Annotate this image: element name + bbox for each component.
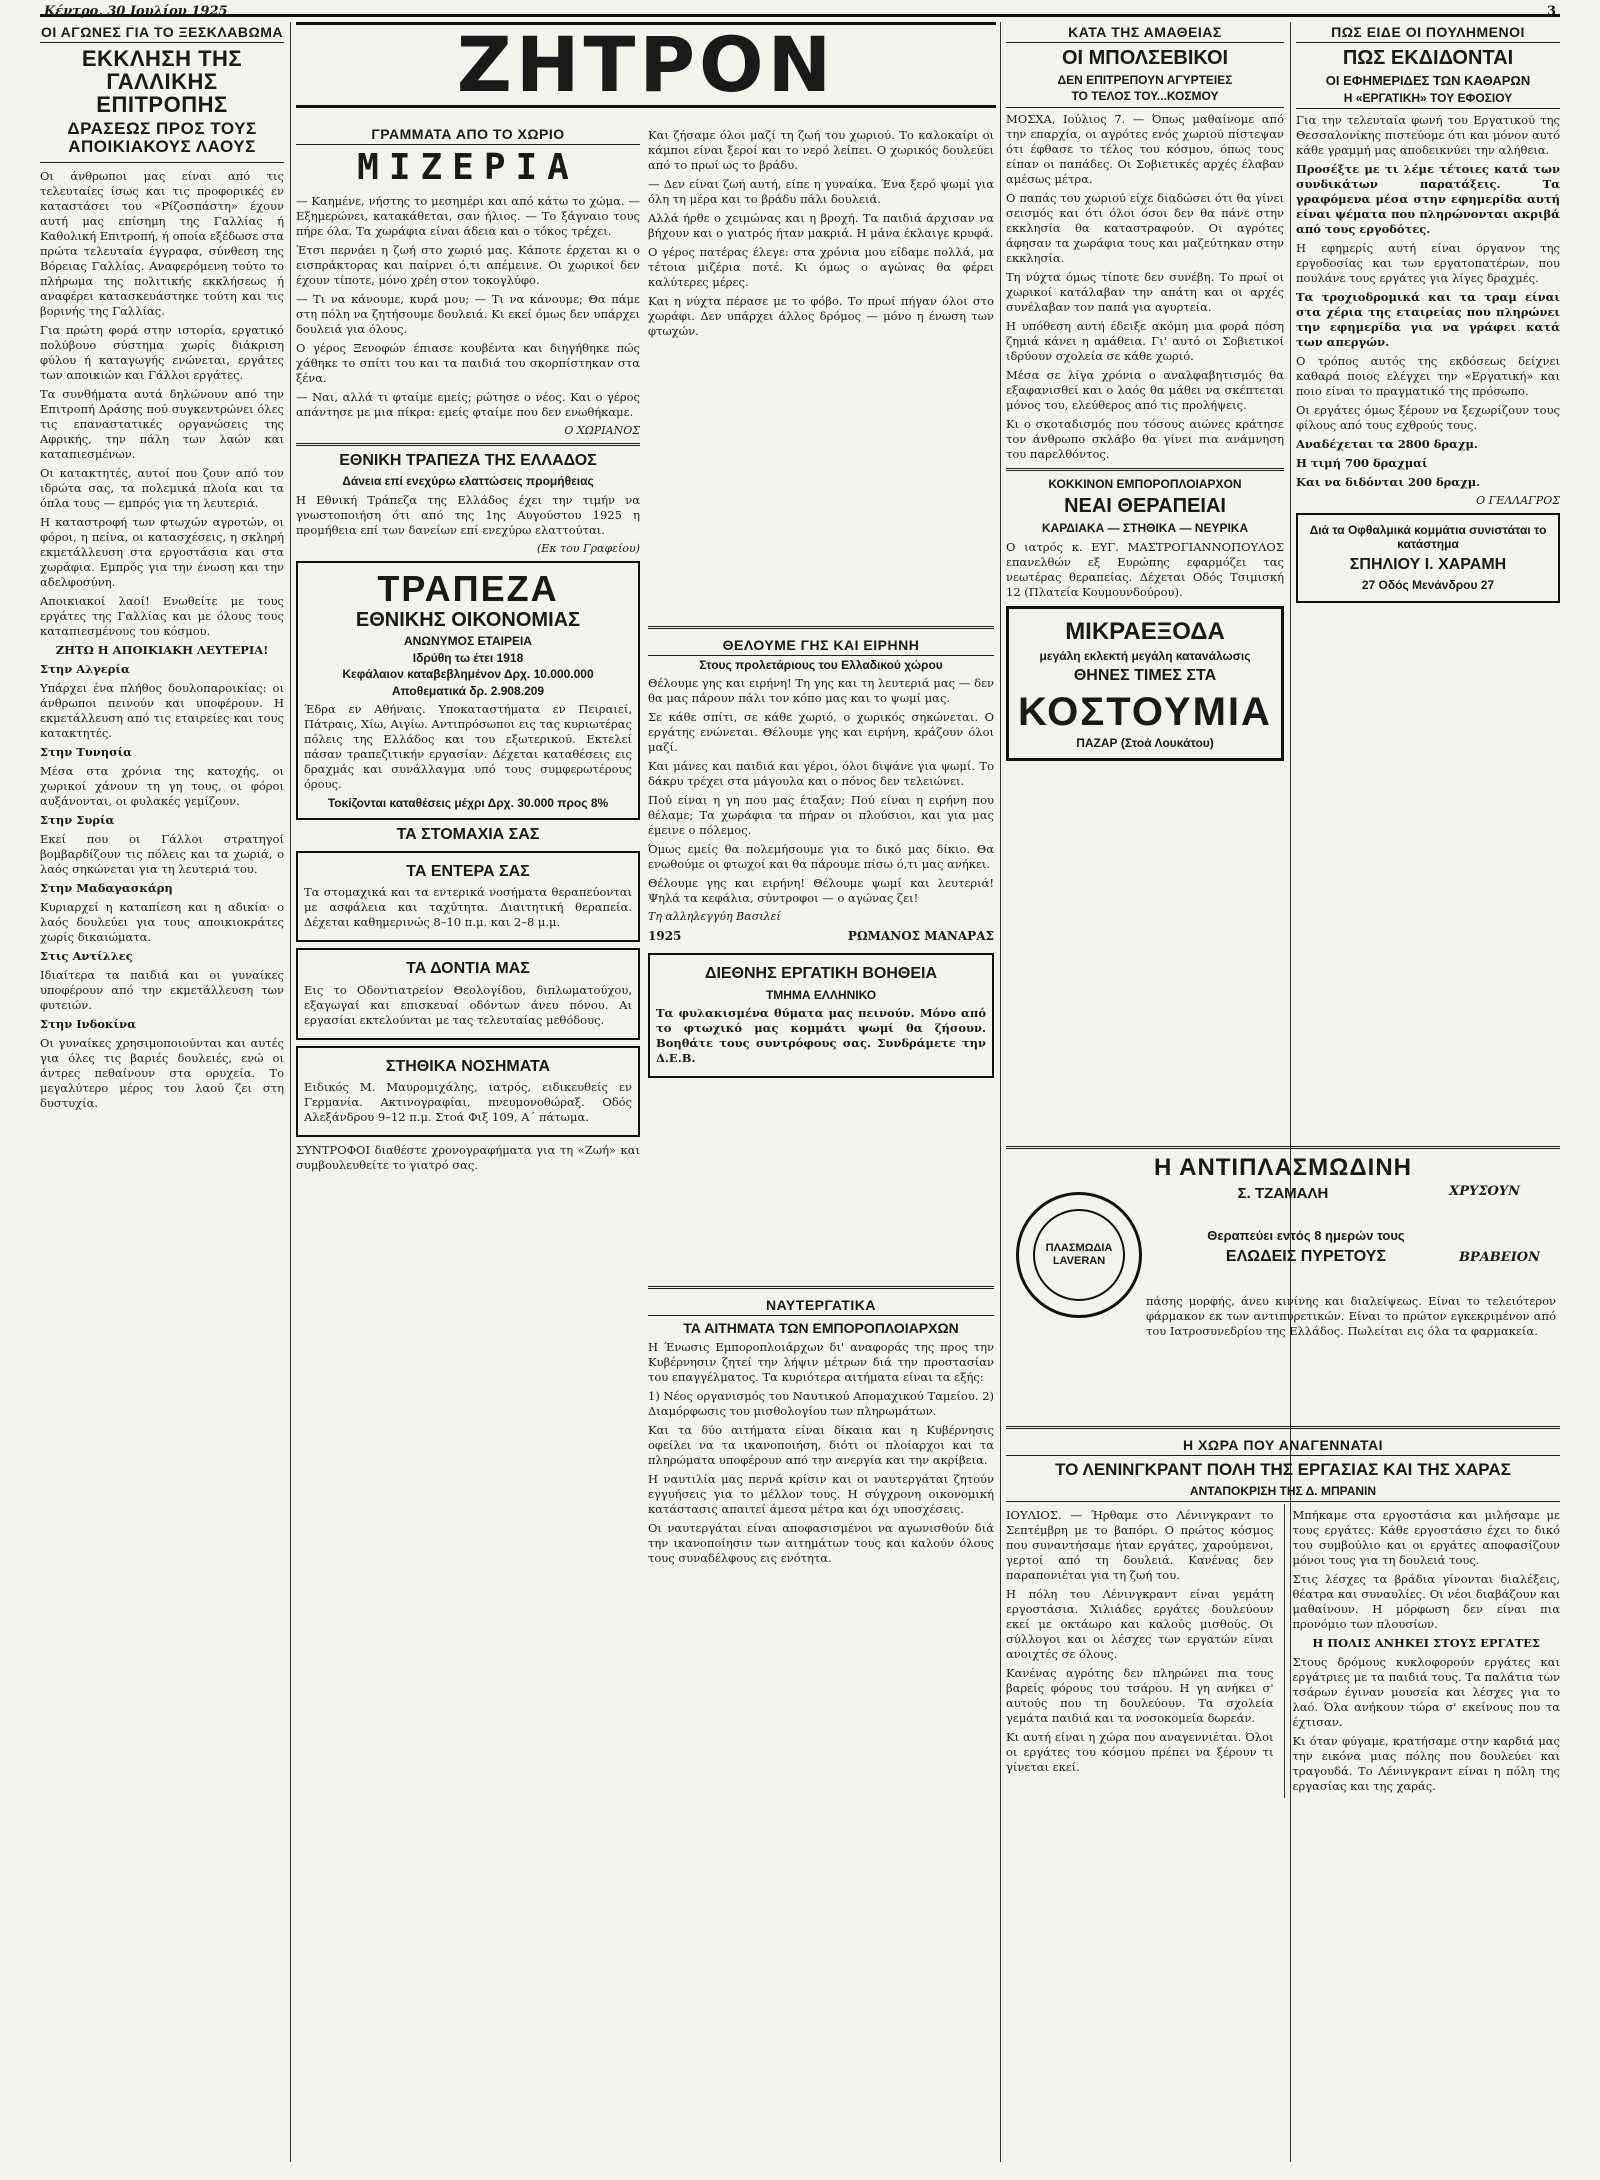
seal-text: ΠΛΑΣΜΩΔΙΑ LAVERAN (1045, 1241, 1113, 1267)
bank-advertisement (296, 561, 640, 821)
kicker: ΓΡΑΜΜΑΤΑ ΑΠΟ ΤΟ ΧΩΡΙΟ (296, 124, 640, 145)
award-label: ΒΡΑΒΕΙΟΝ (1458, 1250, 1540, 1265)
ad-heading: ΤΑ ΕΝΤΕΡΑ ΣΑΣ (406, 862, 530, 880)
paragraph: Τη νύχτα όμως τίποτε δεν συνέβη. Το πρωί οι χωρικοί κατάλαβαν την απάτη και οι αρχές συνέλαβαν τον παπά για αγυρτεία. (1006, 269, 1284, 314)
section-heading: Στην Συρία (40, 812, 115, 827)
paragraph: Η Ένωσις Εμποροπλοιάρχων δι' αναφοράς της προς την Κυβέρνησιν ζητεί την λήψιν μέτρων διά την προστασίαν του επαγγέλματος. Τα κυριότερα αιτήματα είναι τα εξής: (648, 1340, 994, 1385)
signature: Ο ΧΩΡΙΑΝΟΣ (564, 424, 640, 437)
paragraph: ΙΟΥΛΙΟΣ. — Ήρθαμε στο Λένινγκραντ το Σεπτέμβρη με το βαπόρι. Ο πρώτος κόσμος που συναντήσαμε ήταν εργάτες, χαρούμενοι, γερτοί από τη δουλειά. Κανένας δεν παραπονιέται για τη ζωή του. (1006, 1507, 1274, 1582)
paragraph: Υπάρχει ένα πλήθος δουλοπαροικίας: οι άνθρωποι πεινούν και υποφέρουν. Η εκμετάλλευση από τις εταιρείες και τους κατακτητές. (40, 680, 284, 740)
ad-reserve: Αποθεματικά δρ. 2.908.209 (391, 683, 545, 698)
ad-deposit: Τοκίζονται καταθέσεις μέχρι Δρχ. 30.000 προς 8% (327, 795, 609, 810)
headline: ΤΑ ΑΙΤΗΜΑΤΑ ΤΩΝ ΕΜΠΟΡΟΠΛΟΙΑΡΧΩΝ (683, 1320, 959, 1336)
ad-name: ΕΘΝΙΚΗΣ ΟΙΚΟΝΟΜΙΑΣ (355, 609, 581, 632)
ad-subtitle: μεγάλη εκλεκτή μεγάλη κατανάλωσις (1039, 648, 1251, 663)
price-line: Η τιμή 700 δραχμαί (1296, 455, 1428, 470)
subtitle: ΔΕΝ ΕΠΙΤΡΕΠΟΥΝ ΑΓΥΡΤΕΙΕΣ (1057, 73, 1233, 87)
divider (648, 1286, 994, 1289)
ad-place: ΠΑΖΑΡ (Στοά Λουκάτου) (1076, 735, 1214, 750)
divider (1006, 1426, 1560, 1429)
paragraph: Ο τρόπος αυτός της εκδόσεως δείχνει καθαρά ποιος ελέγχει την «Εργατική» και ποιο είναι το πραγματικό της πρόσωπο. (1296, 353, 1560, 398)
paragraph: Η καταστροφή των φτωχών αγροτών, οι φόροι, η πείνα, οι κατασχέσεις, η σκληρή εκμετάλλευση στα εργοστάσια και στα χωράφια. Εμπρός για την ένωση και την αδελφοσύνη. (40, 514, 284, 589)
doctor-advertisement (296, 1046, 640, 1137)
paragraph: Έτσι περνάει η ζωή στο χωριό μας. Κάποτε έρχεται κι ο εισπράκτορας και παίρνει ό,τι απέμεινε. Οι χωρικοί δεν έχουν τίποτε, μόνο χρέη στον τοκογλύφο. (296, 243, 640, 287)
ad-heading: ΤΑ ΔΟΝΤΙΑ ΜΑΣ (406, 960, 530, 978)
ad-tagline: ΕΛΩΔΕΙΣ ΠΥΡΕΤΟΥΣ (1225, 1247, 1387, 1265)
paragraph: Στους δρόμους κυκλοφορούν εργάτες και εργάτριες με τα παιδιά τους. Τα παλάτια των τσάρων έγιναν μουσεία και λέσχες για το λαό. Όλα ανήκουν τώρα σ' εκείνους που τα έχτισαν. (1292, 1654, 1560, 1729)
divider (648, 626, 994, 629)
paragraph: Στις λέσχες τα βράδια γίνονται διαλέξεις, θέατρα και συναυλίες. Οι νέοι διαβάζουν και μαθαίνουν. Η μόρφωση δεν είναι πια προνόμιο των πλουσίων. (1292, 1571, 1560, 1631)
aid-advertisement (648, 953, 994, 1078)
paragraph: Κανένας αγρότης δεν πληρώνει πια τους βαρείς φόρους του τσάρου. Η γη ανήκει σ' αυτούς που τη δουλεύουν. Τα σχολεία γεμάτα παιδιά και τα νοσοκομεία δωρεάν. (1006, 1665, 1274, 1725)
column-1 (40, 22, 284, 2162)
top-rule (40, 14, 1560, 17)
headline: ΤΟ ΛΕΝΙΝΓΚΡΑΝΤ ΠΟΛΗ ΤΗΣ ΕΡΓΑΣΙΑΣ ΚΑΙ ΤΗΣ ΧΑΡΑΣ (1055, 1460, 1511, 1479)
paragraph: Τα συνθήματα αυτά δηλώνουν από την Επιτροπή Δράσης πού συγκεντρώνει όλες τις επαναστατικές οργανώσεις της Αφρικής, την πάλη των λαών και καταπιεσμένων. (40, 386, 284, 461)
column-4 (1006, 22, 1284, 1152)
paragraph: Η Εθνική Τράπεζα της Ελλάδος έχει την τιμήν να γνωστοποιήση ότι από της 1ης Αυγούστου 1925 η προμήθεια επί των δανείων επί ενεχύρω ελαττούται. (296, 492, 640, 537)
verse: Θέλουμε γης και ειρήνη! Θέλουμε ψωμί και λευτεριά! Ψηλά τα κεφάλια, σύντροφοι — ο αγώνας ζει! (648, 876, 994, 906)
verse: Θέλουμε γης και ειρήνη! Τη γης και τη λευτεριά μας — δεν θα μας πάρουν πάλι τον κόπο μας και το ψωμί μας. (648, 676, 994, 706)
paragraph: — Καημένε, νήστης το μεσημέρι και από κάτω το χώμα. — Εξημερώνει, κατακάθεται, σαν ήλιος. — Το ξάγναιο τους πήρε όλα. Τα χωράφια είναι άδεια και ο τόκος τρέχει. (296, 194, 640, 238)
column-2 (296, 124, 640, 2160)
kicker: ΝΑΥΤΕΡΓΑΤΙΚΑ (648, 1295, 994, 1316)
verse: Σε κάθε σπίτι, σε κάθε χωριό, ο χωρικός σηκώνεται. Ο εργάτης ενώνεται. Θέλουμε γης και ειρήνη, κράζουν όλοι μαζί. (648, 710, 994, 755)
suits-advertisement (1006, 606, 1284, 762)
ad-title: ΝΕΑΙ ΘΕΡΑΠΕΙΑΙ (1064, 495, 1226, 518)
price-line: Και να διδόνται 200 δραχμ. (1296, 474, 1481, 489)
headline: ΠΩΣ ΕΚΔΙΔΟΝΤΑΙ (1342, 47, 1514, 69)
ad-headline: ΚΟΣΤΟΥΜΙΑ (1018, 689, 1272, 734)
ad-body: Ειδικός Μ. Μαυρομιχάλης, ιατρός, ειδικευθείς εν Γερμανία. Ακτινογραφίαι, πνευμονοθώραξ. Οδός Αλεξάνδρου 9–12 π.μ. Στοά Φιξ 109, Α΄ πάτωμα. (304, 1079, 632, 1124)
ad-body: Διά τα Οφθαλμικά κομμάτια συνιστάται το κατάστημα (1309, 522, 1547, 552)
section-heading: Στην Ινδοκίνα (40, 1016, 136, 1031)
verse: Πού είναι η γη που μας έταξαν; Πού είναι η ειρήνη που θέλαμε; Τα χωράφια τα πήραν οι πλούσιοι, και για μας έμεινε ο πόλεμος. (648, 793, 994, 838)
ad-title: Η ΑΝΤΙΠΛΑΣΜΩΔΙΝΗ (1154, 1154, 1412, 1181)
signature: (Εκ του Γραφείου) (537, 541, 640, 555)
verse: Και μάνες και παιδιά και γέροι, όλοι διψάνε για ψωμί. Το δάκρυ τρέχει στα μάγουλα και ο πόνος δεν τελειώνει. (648, 759, 994, 789)
paragraph: Προσέξτε με τι λέμε τέτοιες κατά των συνδικάτων παρατάξεις. Τα γραφόμενα μέσα στην εφημερίδα αυτή είναι ψέματα που πληρώνονται ακριβά από τους εργοδότες. (1296, 161, 1560, 236)
ad-type: ΑΝΩΝΥΜΟΣ ΕΤΑΙΡΕΙΑ (404, 634, 532, 649)
paragraph: Ο παπάς του χωριού είχε διαδώσει ότι θα γίνει σεισμός και ότι όλοι όσοι δεν θα πάνε στην εκκλησία θα καταστραφούν. Οι αγρότες άφησαν τα χωράφια τους και μαζεύτηκαν στην εκκλησία. (1006, 190, 1284, 265)
paragraph: Ιδιαίτερα τα παιδιά και οι γυναίκες υποφέρουν από την εκμετάλλευση των φυτειών. (40, 967, 284, 1012)
ad-body: Τα στομαχικά και τα εντερικά νοσήματα θεραπεύονται με ασφάλεια και ταχύτητα. Διαιτητική θεραπεία. Δέχεται καθημερινώς 8–10 π.μ. και 2–8 μ.μ. (304, 885, 632, 930)
paragraph: Και ζήσαμε όλοι μαζί τη ζωή του χωριού. Το καλοκαίρι οι κάμποι είναι ξεροί και το νερό λείπει. Ο χωρικός δουλεύει από το πρωί ως το βράδυ. (648, 128, 994, 172)
kicker: Η ΧΩΡΑ ΠΟΥ ΑΝΑΓΕΝΝΑΤΑΙ (1006, 1435, 1560, 1456)
medical-advertisement (296, 851, 640, 942)
paragraph: 1) Νέος οργανισμός του Ναυτικού Απομαχικού Ταμείου. 2) Διαμόρφωσις του μισθολογίου των πληρωμάτων. (648, 1389, 994, 1419)
issue-date: Κέντρο, 30 Ιουλίου 1925 (44, 4, 228, 19)
paragraph: — Τι να κάνουμε, κυρά μου; — Τι να κάνουμε; Θα πάμε στη πόλη να ζητήσουμε δουλειά. Κι εκεί όμως δεν υπάρχει δουλειά για όλους. (296, 292, 640, 336)
award-label: ΧΡΥΣΟΥΝ (1449, 1184, 1520, 1199)
ad-title: ΣΠΗΛΙΟΥ Ι. ΧΑΡΑΜΗ (1349, 555, 1507, 573)
paragraph: Κι αυτή είναι η χώρα που αναγεννιέται. Όλοι οι εργάτες του κόσμου πρέπει να ξέρουν τι γίνεται εκεί. (1006, 1729, 1274, 1774)
paragraph: Η πόλη του Λένινγκραντ είναι γεμάτη εργοστάσια. Χιλιάδες εργάτες δουλεύουν εκεί με οκτάωρο και καλούς μισθούς. Οι σύλλογοι και οι λέσχες των εργατών είναι ανοιχτές σε όλους. (1006, 1586, 1274, 1661)
kicker: ΘΕΛΟΥΜΕ ΓΗΣ ΚΑΙ ΕΙΡΗΝΗ (648, 635, 994, 656)
paragraph: Κι όταν φύγαμε, κρατήσαμε στην καρδιά μας την εικόνα μιας πόλης που δουλεύει και τραγουδά. Το Λένινγκραντ είναι η πόλη της εργασίας και της χαράς. (1292, 1733, 1560, 1793)
slogan: ΖΗΤΩ Η ΑΠΟΙΚΙΑΚΗ ΛΕΥΤΕΡΙΑ! (55, 642, 269, 657)
ad-body: Έδρα εν Αθήναις. Υποκαταστήματα εν Πειραιεί, Πάτραις, Χίω, Αιγίω. Αντιπρόσωποι εις τας κυριωτέρας πόλεις της Ελλάδος και του εξωτερικού. Εκτελεί πάσαν τραπεζιτικήν εργασίαν. Δέχεται καταθέσεις εις δραχμάς και συνάλλαγμα υπό τους συμφερωτέρους όρους. (304, 701, 632, 791)
poem-section (648, 620, 994, 1270)
divider (1006, 1146, 1560, 1149)
paragraph: Ο γέρος Ξενοφών έπιασε κουβέντα και διηγήθηκε πώς χάθηκε το σπίτι του και τα παιδιά του σκορπίστηκαν στα ξένα. (296, 341, 640, 385)
headline: ΟΙ ΕΦΗΜΕΡΙΔΕΣ ΤΩΝ ΚΑΘΑΡΩΝ (1325, 73, 1531, 88)
section-heading: Στην Μαδαγασκάρη (40, 880, 173, 895)
section-heading: Στην Τυνησία (40, 744, 132, 759)
headline: ΟΙ ΜΠΟΛΣΕΒΙΚΟΙ (1061, 47, 1229, 69)
ad-heading: ΤΑ ΣΤΟΜΑΧΙΑ ΣΑΣ (396, 826, 540, 844)
ad-line: ΘΗΝΕΣ ΤΙΜΕΣ ΣΤΑ (1073, 667, 1217, 685)
ad-tagline: Θεραπεύει εντός 8 ημερών τους (1207, 1228, 1405, 1243)
column-5 (1296, 22, 1560, 1152)
column-rule (290, 22, 291, 2162)
dental-advertisement (296, 948, 640, 1039)
section-heading: Στις Αντίλλες (40, 948, 133, 963)
paragraph: Οι γυναίκες χρησιμοποιούνται και αυτές για όλες τις βαριές δουλειές, ενώ οι άντρες πεθαίνουν στα ορυχεία. Το μεγαλύτερο μέρος του λαού ζει στη δυστυχία. (40, 1035, 284, 1110)
paragraph: Η εφημερίς αυτή είναι όργανον της εργοδοσίας και των εργατοπατέρων, που πουλάνε τους εργάτες για λίγες δραχμές. (1296, 240, 1560, 285)
paragraph: Μπήκαμε στα εργοστάσια και μιλήσαμε με τους εργάτες. Κάθε εργοστάσιο έχει το δικό του συμβούλιο και οι εργάτες αποφασίζουν μόνοι τους για τη δουλειά τους. (1292, 1507, 1560, 1567)
page-number: 3 (1546, 4, 1556, 19)
ad-capital: Κεφάλαιον καταβεβλημένον Δρχ. 10.000.000 (342, 667, 594, 682)
subtitle: Δάνεια επί ενεχύρω ελαττώσεις προμήθειας (342, 474, 594, 489)
paragraph: Και τα δύο αιτήματα είναι δίκαια και η Κυβέρνησις οφείλει να τα ικανοποιήση, διότι οι πλοίαρχοι και τα πληρώματα υποφέρουν από την ανεργία και την ακρίβεια. (648, 1423, 994, 1468)
ad-kicker: ΚΟΚΚΙΝΟΝ ΕΜΠΟΡΟΠΛΟΙΑΡΧΟΝ (1048, 476, 1242, 491)
ad-body: Τα φυλακισμένα θύματα μας πεινούν. Μόνο από το φτωχικό μας κομμάτι ψωμί θα ζήσουν. Βοηθάτε τους συντρόφους σας. Συνδράμετε την Δ.Ε.Β. (656, 1006, 986, 1066)
masthead-area (296, 22, 996, 132)
paragraph: Μέσα στα χρόνια της κατοχής, οι χωρικοί χάνουν τη γη τους, οι φόροι αυξάνονται, οι φυλακές γεμίζουν. (40, 763, 284, 808)
paragraph: ΜΟΣΧΑ, Ιούλιος 7. — Όπως μαθαίνομε από την επαρχία, οι αγρότες ενός χωριού πίστεψαν ότι έφθασε το τέλος του κόσμου, όπως τους είπαν οι παπάδες. Οι Σοβιετικές αρχές έλαβαν αμέσως μέτρα. (1006, 111, 1284, 186)
verse: Όμως εμείς θα πολεμήσουμε για το δικό μας δίκιο. Θα ενωθούμε οι φτωχοί και θα πάρουμε πίσω ό,τι μας ανήκει. (648, 842, 994, 872)
signature: ΡΩΜΑΝΟΣ ΜΑΝΑΡΑΣ (847, 929, 994, 944)
subtitle: Στους προλετάριους του Ελλαδικού χώρου (699, 658, 943, 672)
optician-advertisement (1296, 513, 1560, 603)
ad-title: ΔΙΕΘΝΗΣ ΕΡΓΑΤΙΚΗ ΒΟΗΘΕΙΑ (704, 965, 938, 983)
divider (40, 162, 284, 163)
paragraph: — Δεν είναι ζωή αυτή, είπε η γυναίκα. Ένα ξερό ψωμί για όλη τη μέρα και το βράδυ πάλι δουλειά. (648, 177, 994, 206)
antiplasmodini-advertisement (1006, 1140, 1560, 1410)
note: ΣΥΝΤΡΟΦΟΙ διαθέστε χρονογραφήματα για τη «Ζωή» και συμβουλευθείτε το γιατρό σας. (296, 1142, 640, 1172)
ad-title: ΜΙΚΡΑΕΞΟΔΑ (1065, 617, 1225, 645)
section-title: ΕΘΝΙΚΗ ΤΡΑΠΕΖΑ ΤΗΣ ΕΛΛΑΔΟΣ (339, 452, 597, 469)
paragraph: Κι ο σκοταδισμός που τόσους αιώνες κράτησε τον άνθρωπο σκλάβο θα γίνει πια ανάμνηση του παρελθόντος. (1006, 416, 1284, 461)
paragraph: Και η νύχτα πέρασε με το φόβο. Το πρωί πήγαν όλοι στο χωράφι. Δεν υπάρχει άλλος δρόμος — μόνο η ένωση των φτωχών. (648, 294, 994, 338)
column-3-upper (648, 124, 994, 614)
paragraph: Αποικιακοί λαοί! Ενωθείτε με τους εργάτες της Γαλλίας και με όλους τους καταπιεσμένους του κόσμου. (40, 593, 284, 638)
ad-maker: Σ. ΤΖΑΜΑΛΗ (1237, 1185, 1329, 1203)
paragraph: Αλλά ήρθε ο χειμώνας και η βροχή. Τα παιδιά άρχισαν να βήχουν και ο γιατρός ήταν μακριά. Η μάνα έκλαιγε κρυφά. (648, 211, 994, 240)
paragraph: Ο γέρος πατέρας έλεγε: στα χρόνια μου είδαμε πολλά, μα τέτοια μιζέρια ποτέ. Κι όμως ο αγώνας θα φέρει καλύτερες μέρες. (648, 245, 994, 289)
ad-founded: Ιδρύθη τω έτει 1918 (412, 650, 524, 665)
kicker: ΠΩΣ ΕΙΔΕ ΟΙ ΠΟΥΛΗΜΕΝΟΙ (1296, 22, 1560, 43)
paragraph: Οι κατακτητές, αυτοί που ζουν από τον ιδρώτα σας, τα πολεμικά πλοία και τα όπλα τους — εμπρός για τη λευτεριά. (40, 465, 284, 510)
paragraph: Η υπόθεση αυτή έδειξε ακόμη μια φορά πόση ζημιά κάνει η αμάθεια. Γι' αυτό οι Σοβιετικοί ιδρύουν σχολεία σε κάθε χωριό. (1006, 318, 1284, 363)
ad-title: ΤΡΑΠΕΖΑ (377, 567, 559, 609)
ad-body: Ο ιατρός κ. ΕΥΓ. ΜΑΣΤΡΟΓΙΑΝΝΟΠΟΥΛΟΣ επανελθών εξ Ευρώπης εφαρμόζει τας νεωτέρας θεραπείας. Δέχεται Οδός Τσιμισκή 12 (Πλατεία Κουμουνδούρου). (1006, 539, 1284, 599)
paragraph: Οι εργάτες όμως ξέρουν να ξεχωρίζουν τους φίλους από τους εχθρούς τους. (1296, 402, 1560, 432)
naval-section (648, 1280, 994, 2160)
ad-heading: ΣΤΗΘΙΚΑ ΝΟΣΗΜΑΤΑ (385, 1057, 551, 1075)
ad-address: 27 Οδός Μενάνδρου 27 (1361, 578, 1495, 593)
divider (1006, 468, 1284, 471)
headline: ΜΙΖΕΡΙΑ (357, 147, 579, 188)
paragraph: Η ναυτιλία μας περνά κρίσιν και οι ναυτεργάται ζητούν εγγυήσεις για το μέλλον τους. Η σύγχρονη οικονομική κατάστασις απαιτεί άμεσα μέτρα και όχι υποσχέσεις. (648, 1472, 994, 1517)
place-line: Τη αλληλεγγύη Βασιλεί (648, 910, 781, 924)
column-rule (1000, 22, 1001, 2162)
paragraph: Για την τελευταία φωνή του Εργατικού της Θεσσαλονίκης πιστεύομε ότι και μόνον αυτό κάθε γραμμή μας αποδεικνύει την αλήθεια. (1296, 112, 1560, 157)
paragraph: Μέσα σε λίγα χρόνια ο αναλφαβητισμός θα εξαφανισθεί και ο λαός θα μάθει να σκέπτεται μόνος του, ελεύθερος από τις προλήψεις. (1006, 367, 1284, 412)
ad-body: Εις το Οδοντιατρείον Θεολογίδου, διπλωματούχου, εξαγωγαί και επισκευαί οδόντων άνευ πόνου. Αι εργασίαι εκτελούνται με τας τελευταίας μεθόδους. (304, 982, 632, 1027)
headline: ΕΚΚΛΗΣΗ ΤΗΣ ΓΑΛΛΙΚΗΣ ΕΠΙΤΡΟΠΗΣ (81, 46, 243, 118)
headline: ΔΡΑΣΕΩΣ ΠΡΟΣ ΤΟΥΣ ΑΠΟΙΚΙΑΚΟΥΣ ΛΑΟΥΣ (67, 119, 257, 157)
paragraph: Εκεί που οι Γάλλοι στρατηγοί βομβαρδίζουν τις πόλεις και τα χωριά, ο λαός σηκώνεται για τη λευτεριά του. (40, 831, 284, 876)
paragraph: Κυριαρχεί η καταπίεση και η αδικία· ο λαός δουλεύει για τους αποικιοκράτες χωρίς δικαιώματα. (40, 899, 284, 944)
masthead: ΖΗΤΡΟΝ (296, 22, 996, 108)
ad-body: πάσης μορφής, άνευ κινίνης και διαλείψεως. Είναι το τελειότερον φάρμακον εκ των αντιπυρετικών. Είναι το πρώτον εγκεκριμένον από του Ιατροσυνεδρίου της Ελλάδος. Πωλείται εις όλα τα φαρμακεία. (1146, 1294, 1556, 1338)
ad-subtitle: ΤΜΗΜΑ ΕΛΛΗΝΙΚΟ (765, 987, 877, 1002)
paragraph: — Ναι, αλλά τι φταίμε εμείς; ρώτησε ο νέος. Και ο γέρος απάντησε με μια πίκρα: εμείς φταίμε που δεν ενωθήκαμε. (296, 390, 640, 419)
subtitle: ΑΝΤΑΠΟΚΡΙΣΗ ΤΗΣ Δ. ΜΠΡΑΝΙΝ (1006, 1484, 1560, 1502)
signature: Ο ΓΕΛΛΑΓΡΟΣ (1476, 493, 1560, 507)
poem-year: 1925 (648, 929, 682, 944)
section-heading: Η ΠΟΛΙΣ ΑΝΗΚΕΙ ΣΤΟΥΣ ΕΡΓΑΤΕΣ (1312, 1635, 1541, 1650)
price-line: Αναδέχεται τα 2800 δραχμ. (1296, 436, 1478, 451)
subtitle: Η «ΕΡΓΑΤΙΚΗ» ΤΟΥ ΕΦΟΣΙΟΥ (1296, 91, 1560, 109)
kicker: ΟΙ ΑΓΩΝΕΣ ΓΙΑ ΤΟ ΞΕΣΚΛΑΒΩΜΑ (40, 22, 284, 43)
subtitle: ΤΟ ΤΕΛΟΣ ΤΟΥ...ΚΟΣΜΟΥ (1006, 89, 1284, 107)
laveran-seal-icon (1016, 1192, 1142, 1318)
divider (296, 443, 640, 446)
leningrad-article (1006, 1420, 1560, 2160)
paragraph: Για πρώτη φορά στην ιστορία, εργατικό πολύβουο σύστημα χωρίς διάκριση φύλου ή καταγωγής ενώνεται, εργάτες των αποικιών και Γάλλοι εργάτες. (40, 322, 284, 382)
paragraph: Οι ναυτεργάται είναι αποφασισμένοι να αγωνισθούν διά την ικανοποίησιν των αιτημάτων τους και καλούν όλους τους συναδέλφους εις ενότητα. (648, 1521, 994, 1566)
ad-subtitle: ΚΑΡΔΙΑΚΑ — ΣΤΗΘΙΚΑ — ΝΕΥΡΙΚΑ (1041, 521, 1249, 536)
paragraph: Οι άνθρωποι μας είναι από τις τελευταίες ίσως και τις προφορικές εν καταστάσει του «Ρίζοσπάστη» έχουν αυτή μας επίσημη της Γαλλίας ή Καθολική Επιτροπή, ή οποία εξέδωσε στα πρώτα τελευταία έγγραφα, σύνθεση της Βόρειας Γαλλίας. Αναφερόμενη τούτο το πλήρωμα της πολιτικής εκκλήσεως ή αναφέρει κατασκευάστηκε τούτη και τις βορινής της Γαλλίας. (40, 168, 284, 318)
paragraph: Τα τροχιοδρομικά και τα τραμ είναι στα χέρια της εταιρείας που πληρώνει την εφημερίδα για να γράφει κατά των απεργών. (1296, 289, 1560, 349)
kicker: ΚΑΤΑ ΤΗΣ ΑΜΑΘΕΙΑΣ (1006, 22, 1284, 43)
section-heading: Στην Αλγερία (40, 661, 130, 676)
